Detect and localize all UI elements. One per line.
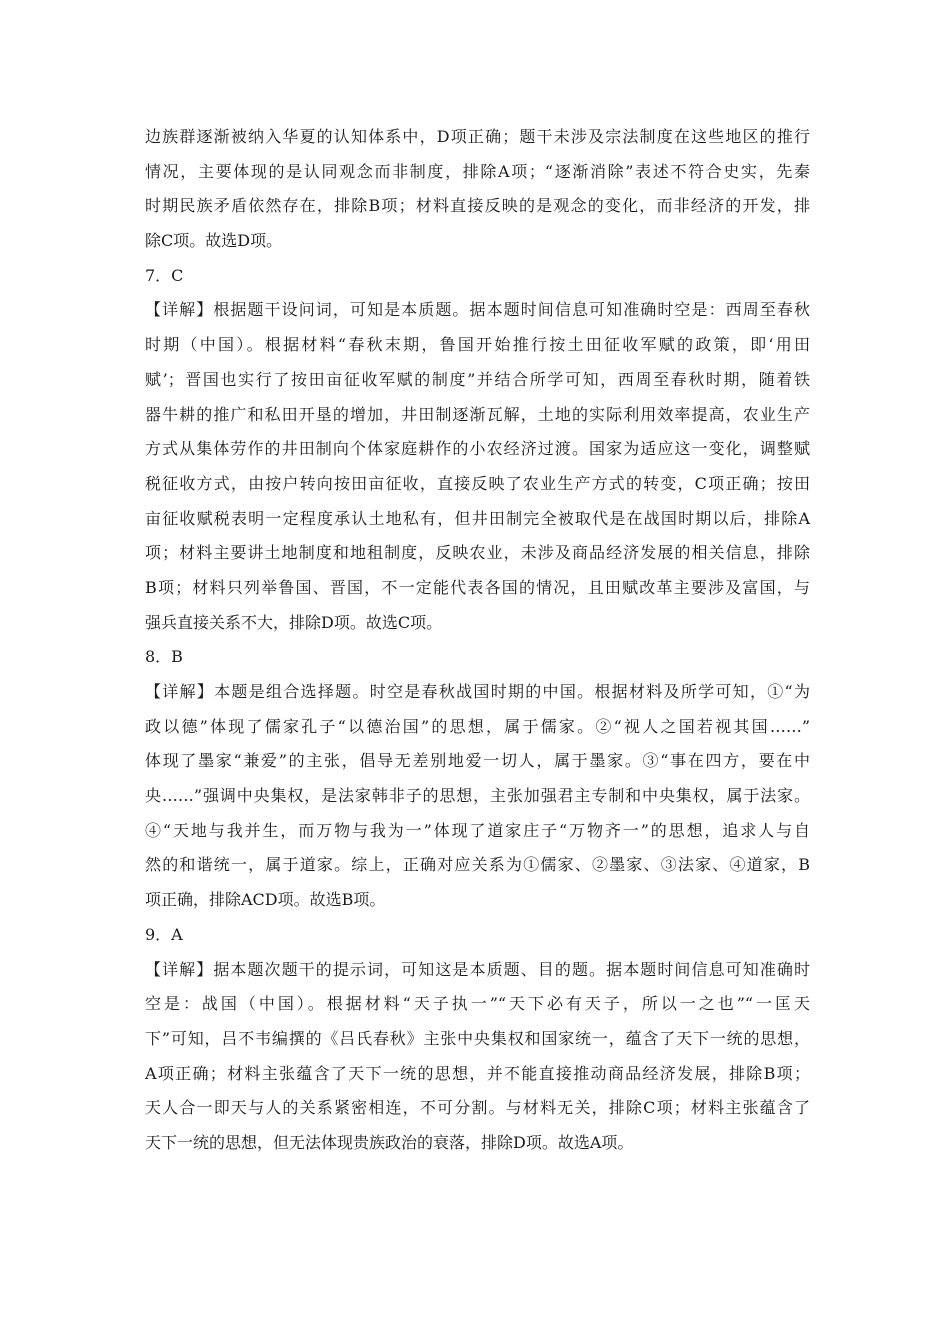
text-line: 【详解】本题是组合选择题。时空是春秋战国时期的中国。根据材料及所学可知，①“为 [145, 682, 810, 701]
text-line: 央……”强调中央集权，是法家韩非子的思想，主张加强君主专制和中央集权，属于法家。 [145, 786, 810, 806]
text-line: 天下一统的思想，但无法体现贵族政治的衰落，排除D项。故选A项。 [145, 1132, 634, 1152]
text-line: 下”可知，吕不韦编撰的《吕氏春秋》主张中央集权和国家统一，蕴含了天下一统的思想， [145, 1028, 810, 1048]
text-line: 体现了墨家“兼爱”的主张，倡导无差别地爱一切人，属于墨家。③“事在四方，要在中 [145, 751, 810, 771]
text-line: 器牛耕的推广和私田开垦的增加，井田制逐渐瓦解，土地的实际利用效率提高，农业生产 [145, 404, 810, 424]
text-line: 8．B [145, 647, 183, 667]
text-line: 【详解】根据题干设问词，可知是本质题。据本题时间信息可知准确时空是：西周至春秋 [145, 300, 810, 320]
text-line: 亩征收赋税表明一定程度承认土地私有，但井田制完全被取代是在战国时期以后，排除A [145, 508, 810, 528]
text-line: 税征收方式，由按户转向按田亩征收，直接反映了农业生产方式的转变，C项正确；按田 [145, 473, 810, 493]
text-line: 7．C [145, 265, 184, 285]
text-line: 边族群逐渐被纳入华夏的认知体系中，D项正确；题干未涉及宗法制度在这些地区的推行 [145, 127, 810, 146]
text-line: 项；材料主要讲土地制度和地租制度，反映农业，未涉及商品经济发展的相关信息，排除 [145, 543, 810, 563]
text-line: 赋’；晋国也实行了按田亩征收军赋的制度”并结合所学可知，西周至春秋时期，随着铁 [145, 369, 810, 389]
text-line: 空是：战国（中国）。根据材料“天子执一”“天下必有天子，所以一之也”“一匡天 [145, 994, 810, 1014]
text-line: ④“天地与我并生，而万物与我为一”体现了道家庄子“万物齐一”的思想，追求人与自 [145, 820, 810, 840]
text-line: 然的和谐统一，属于道家。综上，正确对应关系为①儒家、②墨家、③法家、④道家，B [145, 855, 810, 875]
text-line: 除C项。故选D项。 [145, 231, 283, 251]
text-line: 【详解】据本题次题干的提示词，可知这是本质题、目的题。据本题时间信息可知准确时 [145, 959, 810, 979]
text-line: 强兵直接关系不大，排除D项。故选C项。 [145, 612, 443, 632]
text-line: 时期（中国）。根据材料“春秋末期，鲁国开始推行按土田征收军赋的政策，即‘用田 [145, 335, 810, 355]
text-line: B项；材料只列举鲁国、晋国，不一定能代表各国的情况，且田赋改革主要涉及富国，与 [145, 577, 810, 597]
text-line: 项正确，排除ACD项。故选B项。 [145, 890, 386, 910]
text-line: A项正确；材料主张蕴含了天下一统的思想，并不能直接推动商品经济发展，排除B项； [145, 1063, 810, 1083]
text-line: 9．A [145, 924, 183, 944]
answer-explanation-text [145, 120, 810, 1161]
text-line: 方式从集体劳作的井田制向个体家庭耕作的小农经济过渡。国家为适应这一变化，调整赋 [145, 439, 810, 459]
text-line: 情况，主要体现的是认同观念而非制度，排除A项；“逐渐消除”表述不符合史实，先秦 [145, 161, 810, 181]
text-line: 天人合一即天与人的关系紧密相连，不可分割。与材料无关，排除C项；材料主张蕴含了 [145, 1098, 810, 1118]
text-line: 时期民族矛盾依然存在，排除B项；材料直接反映的是观念的变化，而非经济的开发，排 [145, 196, 810, 216]
text-line: 政以德”体现了儒家孔子“以德治国”的思想，属于儒家。②“视人之国若视其国……” [145, 716, 810, 736]
